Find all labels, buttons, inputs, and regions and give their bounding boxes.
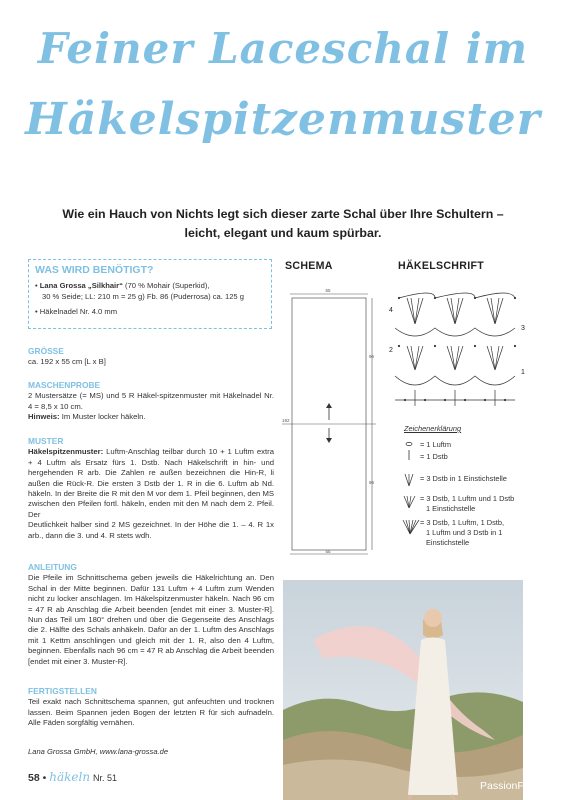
- schema-arrow-down-head: [326, 438, 332, 443]
- gauge-hint-label: Hinweis:: [28, 412, 60, 422]
- legend-item-3: = 3 Dstb in 1 Einstichstelle: [420, 474, 507, 483]
- schema-arrow-up-head: [326, 403, 332, 408]
- fan-symbol-icon: [403, 520, 419, 534]
- chart-row-4: 4: [389, 307, 393, 314]
- chain-symbol-icon: [406, 442, 412, 445]
- schema-dim-bottom: 55: [325, 549, 331, 554]
- legend-title: Zeichenerklärung: [404, 424, 462, 433]
- gauge-heading: MASCHENPROBE: [28, 380, 101, 390]
- page-footer: [28, 770, 117, 784]
- magazine-name: häkeln: [49, 770, 91, 784]
- finishing-section: [28, 686, 274, 729]
- pattern-label: Häkelspitzenmuster:: [28, 447, 104, 457]
- instructions-heading: ANLEITUNG: [28, 562, 77, 572]
- watermark: PassionForum.ru: [480, 780, 560, 792]
- materials-heading: WAS WIRD BENÖTIGT?: [35, 264, 154, 276]
- credit-line: Lana Grossa GmbH, www.lana-grossa.de: [28, 747, 169, 756]
- size-text: ca. 192 x 55 cm [L x B]: [28, 357, 106, 367]
- gauge-hint: [28, 412, 274, 422]
- materials-yarn: • Lana Grossa „Silkhair“ (70 % Mohair (Superkid),: [35, 281, 210, 290]
- page-number: 58: [28, 772, 40, 784]
- legend-item-5c: Einstichstelle: [426, 538, 470, 547]
- chart-row-1: 1: [521, 369, 525, 376]
- intro-text: [40, 205, 526, 243]
- schema-dim-upper: 96: [369, 354, 375, 359]
- legend-item-4: = 3 Dstb, 1 Luftm und 1 Dstb: [420, 494, 515, 503]
- chart-row-1-arcs: [395, 376, 515, 406]
- size-section: [28, 346, 274, 368]
- three-dstb-chain-symbol-icon: [404, 496, 415, 508]
- chart-row-3-arcs: [395, 328, 515, 336]
- gauge-section: [28, 380, 274, 423]
- legend-item-5: = 3 Dstb, 1 Luftm, 1 Dstb,: [420, 518, 505, 527]
- instructions-section: [28, 562, 274, 667]
- legend-item-4b: 1 Einstichstelle: [426, 504, 476, 513]
- schema-dim-lower: 96: [369, 480, 375, 485]
- pattern-text: [28, 447, 274, 520]
- yarn-detail-1: (70 % Mohair (Superkid),: [122, 281, 210, 290]
- intro-line-2: leicht, elegant und kaum spürbar.: [184, 226, 382, 240]
- instructions-text: Die Pfeile im Schnittschema geben jeweils die Häkelrichtung an. Den Schal in der Mitte beginnen. Dafür 131 Luftm + 4 Luftm zum Wenden nicht zu locker anschlagen. Im Häkelspitzenmuster häkeln. Nach 96 cm = 47 R ab Anschlag die Arbeit beenden [endet mit einer 3. Muster-R]. Nun das Teil um 180° drehen und über die Gegenseite des Anschlags die 2. Hälfte des Schals anhäkeln. Dafür an der 1. Luftm des Anschlags mit 1 Kettm anschlingen und gleich mit der 1. R, also den 4 Luftm, beginnen. Ebenfalls nach 96 cm = 47 R ab Anschlag die Arbeit beenden [endet mit einer 3. Muster-R].: [28, 573, 274, 666]
- legend-item-5b: 1 Luftm und 3 Dstb in 1: [426, 528, 503, 537]
- pattern-heading: MUSTER: [28, 436, 64, 446]
- materials-box: [28, 259, 272, 329]
- schema-dim-mid: 192: [282, 418, 290, 423]
- gauge-text: 2 Mustersätze (= MS) und 5 R Häkel-spitzenmuster mit Häkelnadel Nr. 4 = 8,5 x 10 cm.: [28, 391, 274, 411]
- yarn-brand: Lana Grossa „Silkhair“: [39, 281, 123, 290]
- chart-row-3: 3: [521, 325, 525, 332]
- legend-item-2: = 1 Dstb: [420, 452, 448, 461]
- model-photo: [283, 580, 523, 800]
- schema-diagram: [280, 284, 380, 556]
- yarn-detail-2: 30 % Seide; LL: 210 m = 25 g) Fb. 86 (Puderrosa) ca. 125 g: [42, 292, 244, 301]
- pattern-text-2: Deutlichkeit halber sind 2 MS gezeichnet. In der Höhe die 1. – 4. R 1x arb., dann die 3. und 4. R stets wdh.: [28, 520, 274, 540]
- page-title-line-1: Feiner Laceschal im: [37, 24, 529, 73]
- gauge-hint-text: Im Muster locker häkeln.: [59, 412, 146, 422]
- intro-line-1: Wie ein Hauch von Nichts legt sich dieser zarte Schal über Ihre Schultern –: [62, 207, 504, 221]
- schema-label: SCHEMA: [285, 260, 333, 272]
- hook-size: Häkelnadel Nr. 4.0 mm: [39, 307, 118, 316]
- crochet-chart: [385, 290, 535, 418]
- chart-row-2-fans: [407, 346, 503, 370]
- pattern-body: Luftm-Anschlag teilbar durch 10 + 1 Luftm extra + 4 Luftm als Ersatz fürs 1. Dstb. Nach Häkelschrift in hin- und hergehenden R arb. Die Zahlen re außen bezeichnen die Hin-R, li außen die Rück-R. Die ersten 3 Dstb der 1. R in die 6. Luftm ab Nd. häkeln. In der Breite die R mit den M vor dem 1. Pfeil beginnen, den MS zwischen den Pfeilen fortl. häkeln, enden mit den M nach dem 2. Pfeil. Der: [28, 447, 274, 519]
- chart-row-4-fans: [399, 293, 515, 324]
- page-title-line-2: Häkelspitzenmuster: [25, 94, 541, 145]
- three-dstb-symbol-icon: [405, 474, 413, 486]
- materials-hook: • Häkelnadel Nr. 4.0 mm: [35, 307, 118, 316]
- schema-dim-top: 55: [325, 288, 331, 293]
- finishing-heading: FERTIGSTELLEN: [28, 686, 97, 696]
- size-heading: GRÖSSE: [28, 346, 64, 356]
- pattern-section: [28, 436, 274, 541]
- chart-row-2: 2: [389, 347, 393, 354]
- footer-bullet: •: [42, 772, 47, 784]
- issue-number: Nr. 51: [92, 773, 117, 783]
- chart-label: HÄKELSCHRIFT: [398, 260, 484, 272]
- legend-symbols: [402, 440, 420, 550]
- legend-item-1: = 1 Luftm: [420, 440, 452, 449]
- finishing-text: Teil exakt nach Schnittschema spannen, gut anfeuchten und trocknen lassen. Beim Spannen jeden Bogen der letzten R für sich aufnadeln. Alle Fäden sorgfältig vernähen.: [28, 697, 274, 728]
